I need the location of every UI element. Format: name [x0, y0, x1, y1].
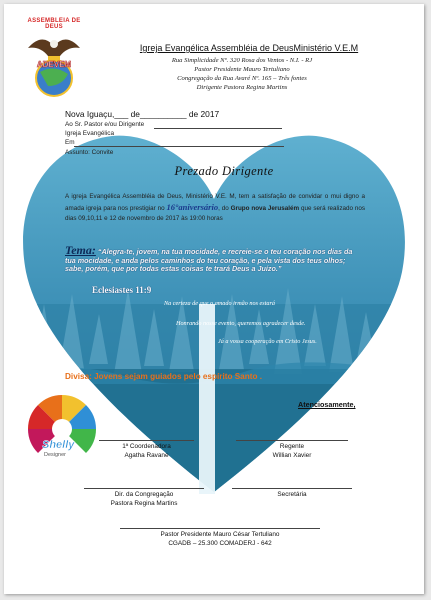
coord-signature-rule	[99, 440, 194, 441]
president-signature-rule	[120, 528, 320, 529]
regent-signature-rule	[236, 440, 348, 441]
anniversary-highlight: 16°aniversário	[166, 202, 219, 212]
logo-arc-text: ASSEMBLEIA DE DEUS	[27, 18, 81, 30]
president-registration: CGADB – 25.300 COMADERJ - 642	[168, 540, 272, 547]
letter-page	[4, 4, 424, 594]
em-line: Em	[65, 139, 75, 146]
watermark-sub: Designer	[44, 452, 67, 458]
church-line: Igreja Evangélica	[65, 130, 115, 137]
heart-line-1: Na certeza de que o amado irmão nos estará	[164, 300, 276, 307]
verse-reference: Eclesiastes 11:9	[92, 285, 152, 295]
logo-name: ADEVEM	[36, 60, 72, 69]
sec-signature-rule	[232, 488, 352, 489]
paragraph-dates: que será realizado nos dias 09,10,11 e 12 de novembro de 2017 às 19:00 horas	[65, 205, 366, 222]
greeting: Prezado Dirigente	[174, 164, 274, 178]
regent-name: Willian Xavier	[272, 452, 312, 459]
subject-line: Assunto: Convite	[65, 149, 114, 156]
header-leader: Dirigente Pastora Regina Martins	[196, 84, 288, 91]
shelly-designer-watermark	[22, 389, 102, 469]
to-line-rule	[154, 128, 282, 129]
heart-line-2: Honrando nosse evento, queremos agradecer desde.	[176, 320, 306, 327]
invitation-paragraph	[65, 192, 365, 224]
closing-text: Atenciosamente,	[298, 400, 356, 409]
coord-role: 1ª Coordenadora	[122, 443, 171, 450]
sec-role: Secretária	[277, 491, 307, 498]
dir-role: Dir. da Congregação	[114, 491, 174, 498]
tema-text: “Alegra-te, jovem, na tua mocidade, e recreie-se o teu coração nos dias da tua mocidade, e anda pelos caminhos do teu coração, e pela vista dos teus olhos; sabe, porém, que por todas estas coisas te trará Deus a Juízo.”	[65, 247, 353, 274]
header-title: Igreja Evangélica Assembléia de DeusMinistério V.E.M	[139, 43, 359, 53]
to-line: Ao Sr. Pastor e/ou Dirigente	[65, 121, 145, 128]
divisa-line: Divisa: Jovens sejam guiados pelo espírito Santo .	[65, 372, 263, 381]
dir-signature-rule	[84, 488, 204, 489]
tema-label: Tema:	[65, 243, 96, 257]
header-address: Rua Simplicidade Nº. 320 Rosa dos Ventos - N.I. - RJ	[171, 57, 313, 64]
paragraph-mid: , do	[218, 205, 229, 212]
tema-block	[65, 243, 365, 274]
regent-role: Regente	[279, 443, 305, 450]
em-line-rule	[74, 146, 284, 147]
group-name: Grupo nova Jerusalém	[230, 205, 300, 212]
place-date: Nova Iguaçu,___ de__________ de 2017	[65, 109, 220, 119]
header-congregation: Congregação da Rua Avaré Nº. 165 – Três fontes	[177, 75, 307, 82]
dir-name: Pastora Regina Martins	[110, 500, 178, 507]
watermark-brand: Shelly	[42, 439, 75, 451]
paragraph-intro: A igreja Evangélica Assembléia de Deus, Ministério V.E. M, tem a satisfação de convidar o mui digno a amada igreja para nos prestigiar no	[65, 193, 365, 212]
header-president: Pastor Presidente Mauro Tertuliano	[194, 66, 290, 73]
heart-line-3: Já a vossa cooperação em Cristo Jesus.	[218, 338, 317, 345]
president-name: Pastor Presidente Mauro César Tertuliano	[160, 531, 280, 538]
church-logo	[18, 12, 90, 104]
coord-name: Agatha Ravane	[124, 452, 169, 459]
